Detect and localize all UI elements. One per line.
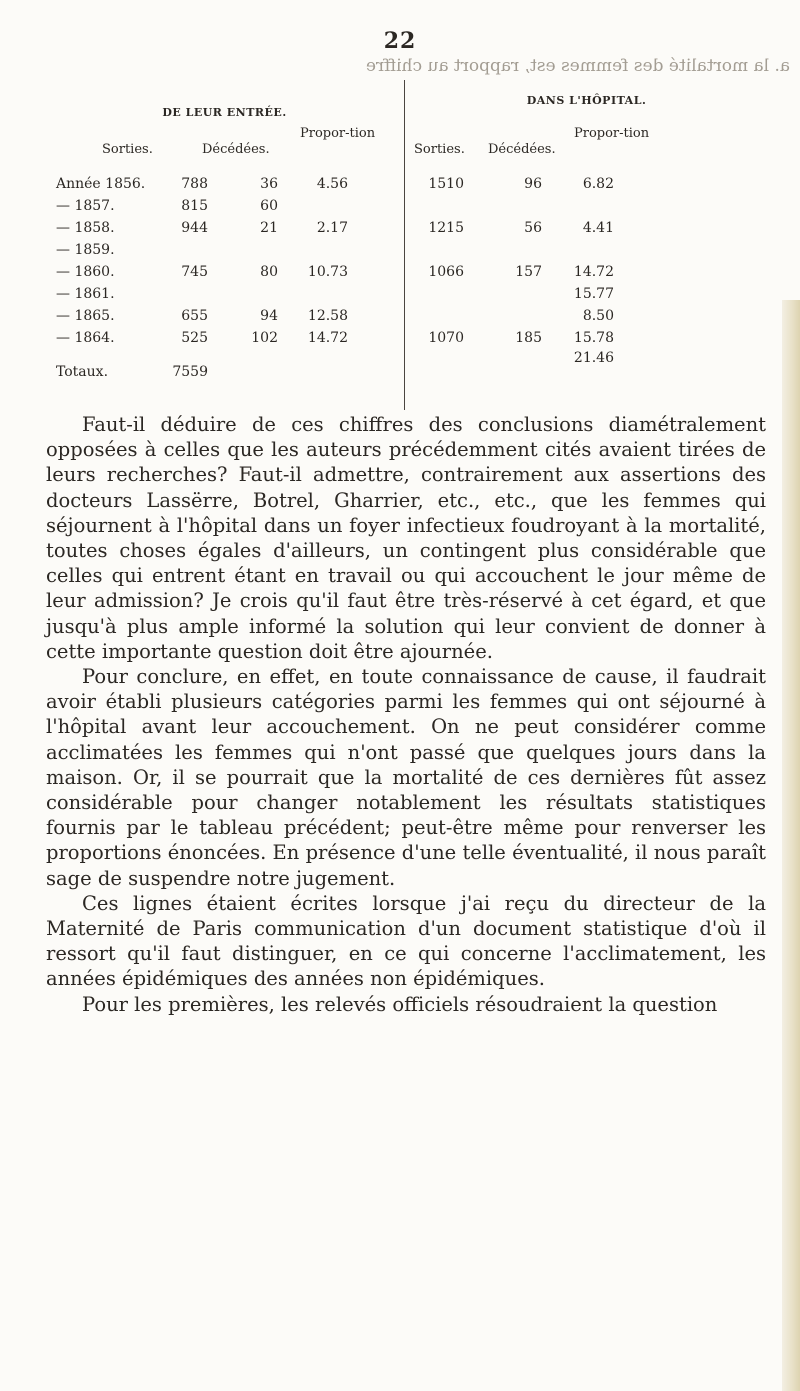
cell-year: — 1859. [56,242,115,258]
table-right [414,80,759,410]
table-row [414,350,759,372]
table-row [52,198,397,220]
header-sorties: Sorties. [102,142,153,157]
table-row [52,176,397,198]
cell-year: Année 1856. [56,176,146,192]
cell-decedees: 56 [524,220,542,236]
table-row [52,242,397,264]
cell-decedees: 185 [515,330,542,346]
header-proportion: Propor-tion [574,126,650,141]
statistics-tables [52,80,772,410]
cell-decedees: 94 [260,308,278,324]
cell-year: — 1857. [56,198,115,214]
cell-decedees: 96 [524,176,542,192]
table-totals-row [52,364,397,386]
cell-sorties: 788 [181,176,208,192]
table-row [414,308,759,330]
cell-proportion: 12.58 [307,308,348,324]
cell-sorties: 815 [181,198,208,214]
header-proportion: Propor-tion [300,126,376,141]
cell-decedees: 21 [260,220,278,236]
table-row [414,220,759,242]
table-row [52,286,397,308]
table-row [52,220,397,242]
paragraph: Pour les premières, les relevés officiels résoudraient la question [82,992,718,1016]
cell-decedees: 60 [260,198,278,214]
cell-proportion: 2.17 [316,220,348,236]
table-row [414,286,759,308]
cell-year: — 1865. [56,308,115,324]
paragraph: Ces lignes étaient écrites lorsque j'ai reçu du directeur de la Maternité de Paris communication d'un document statistique d'où il ressort qu'il faut distinguer, en ce qui concerne l'acclimatement, les années épidémiques des années non épidémiques. [46,891,766,991]
cell-sorties: 1070 [428,330,464,346]
cell-year: — 1860. [56,264,115,280]
cell-sorties: 7559 [172,364,208,380]
table-left [52,80,397,410]
cell-decedees: 36 [260,176,278,192]
cell-decedees: 157 [515,264,542,280]
table-row [414,176,759,198]
cell-sorties: 944 [181,220,208,236]
cell-proportion: 4.41 [582,220,614,236]
cell-proportion: 10.73 [307,264,348,280]
cell-decedees: 80 [260,264,278,280]
table-row [414,242,759,264]
table-divider [404,80,405,410]
page-edge [782,300,800,1391]
cell-proportion: 8.50 [582,308,614,324]
page-number: 22 [383,28,417,54]
cell-year: — 1858. [56,220,115,236]
cell-decedees: 102 [251,330,278,346]
cell-proportion: 21.46 [573,350,614,366]
cell-proportion: 6.82 [582,176,614,192]
table-row [52,330,397,352]
cell-proportion: 15.77 [573,286,614,302]
table-row [52,308,397,330]
header-decedees: Décédées. [488,142,556,157]
paragraph: Pour conclure, en effet, en toute connaissance de cause, il faudrait avoir établi plusieurs catégories parmi les femmes qui ont séjourné à l'hôpital avant leur accouchement. On ne peut considérer comme acclimatées les femmes qui n'ont passé que quelques jours dans la maison. Or, il se pourrait que la mortalité de ces dernières fût assez considérable pour changer notablement les résultats statistiques fournis par le tableau précédent; peut-être même pour renverser les proportions énoncées. En présence d'une telle éventualité, il nous paraît sage de suspendre notre jugement. [46,665,766,890]
body-text [46,412,766,1017]
cell-year: — 1864. [56,330,115,346]
table-row [414,264,759,286]
cell-proportion: 4.56 [316,176,348,192]
cell-year: — 1861. [56,286,115,302]
cell-year: Totaux. [56,364,109,380]
cell-sorties: 525 [181,330,208,346]
cell-proportion: 15.78 [573,330,614,346]
table-caption: DANS L'HÔPITAL. [526,94,647,107]
cell-sorties: 655 [181,308,208,324]
table-caption: DE LEUR ENTRÉE. [162,106,287,119]
table-row [414,330,759,352]
paragraph: Faut-il déduire de ces chiffres des conclusions diamétralement opposées à celles que les auteurs précédemment cités avaient tirées de leurs recherches? Faut-il admettre, contrairement aux assertions des docteurs Lassërre, Botrel, Gharrier, etc., etc., que les femmes qui séjournent à l'hôpital dans un foyer infectieux foudroyant à la mortalité, toutes choses égales d'ailleurs, un contingent plus considérable que celles qui entrent étant en travail ou qui accouchent le jour même de leur admission? Je crois qu'il faut être très-réservé à cet égard, et que jusqu'à plus ample informé la solution qui leur convient de donner à cette importante question doit être ajournée. [46,413,766,663]
cell-sorties: 1215 [428,220,464,236]
table-row [414,198,759,220]
table-row [52,264,397,286]
cell-sorties: 1510 [428,176,464,192]
cell-proportion: 14.72 [307,330,348,346]
bleed-through-text: a. la mortalité des femmes est, rapport au chiffre [365,56,790,76]
header-sorties: Sorties. [414,142,465,157]
header-decedees: Décédées. [202,142,270,157]
cell-sorties: 1066 [428,264,464,280]
cell-proportion: 14.72 [573,264,614,280]
cell-sorties: 745 [181,264,208,280]
